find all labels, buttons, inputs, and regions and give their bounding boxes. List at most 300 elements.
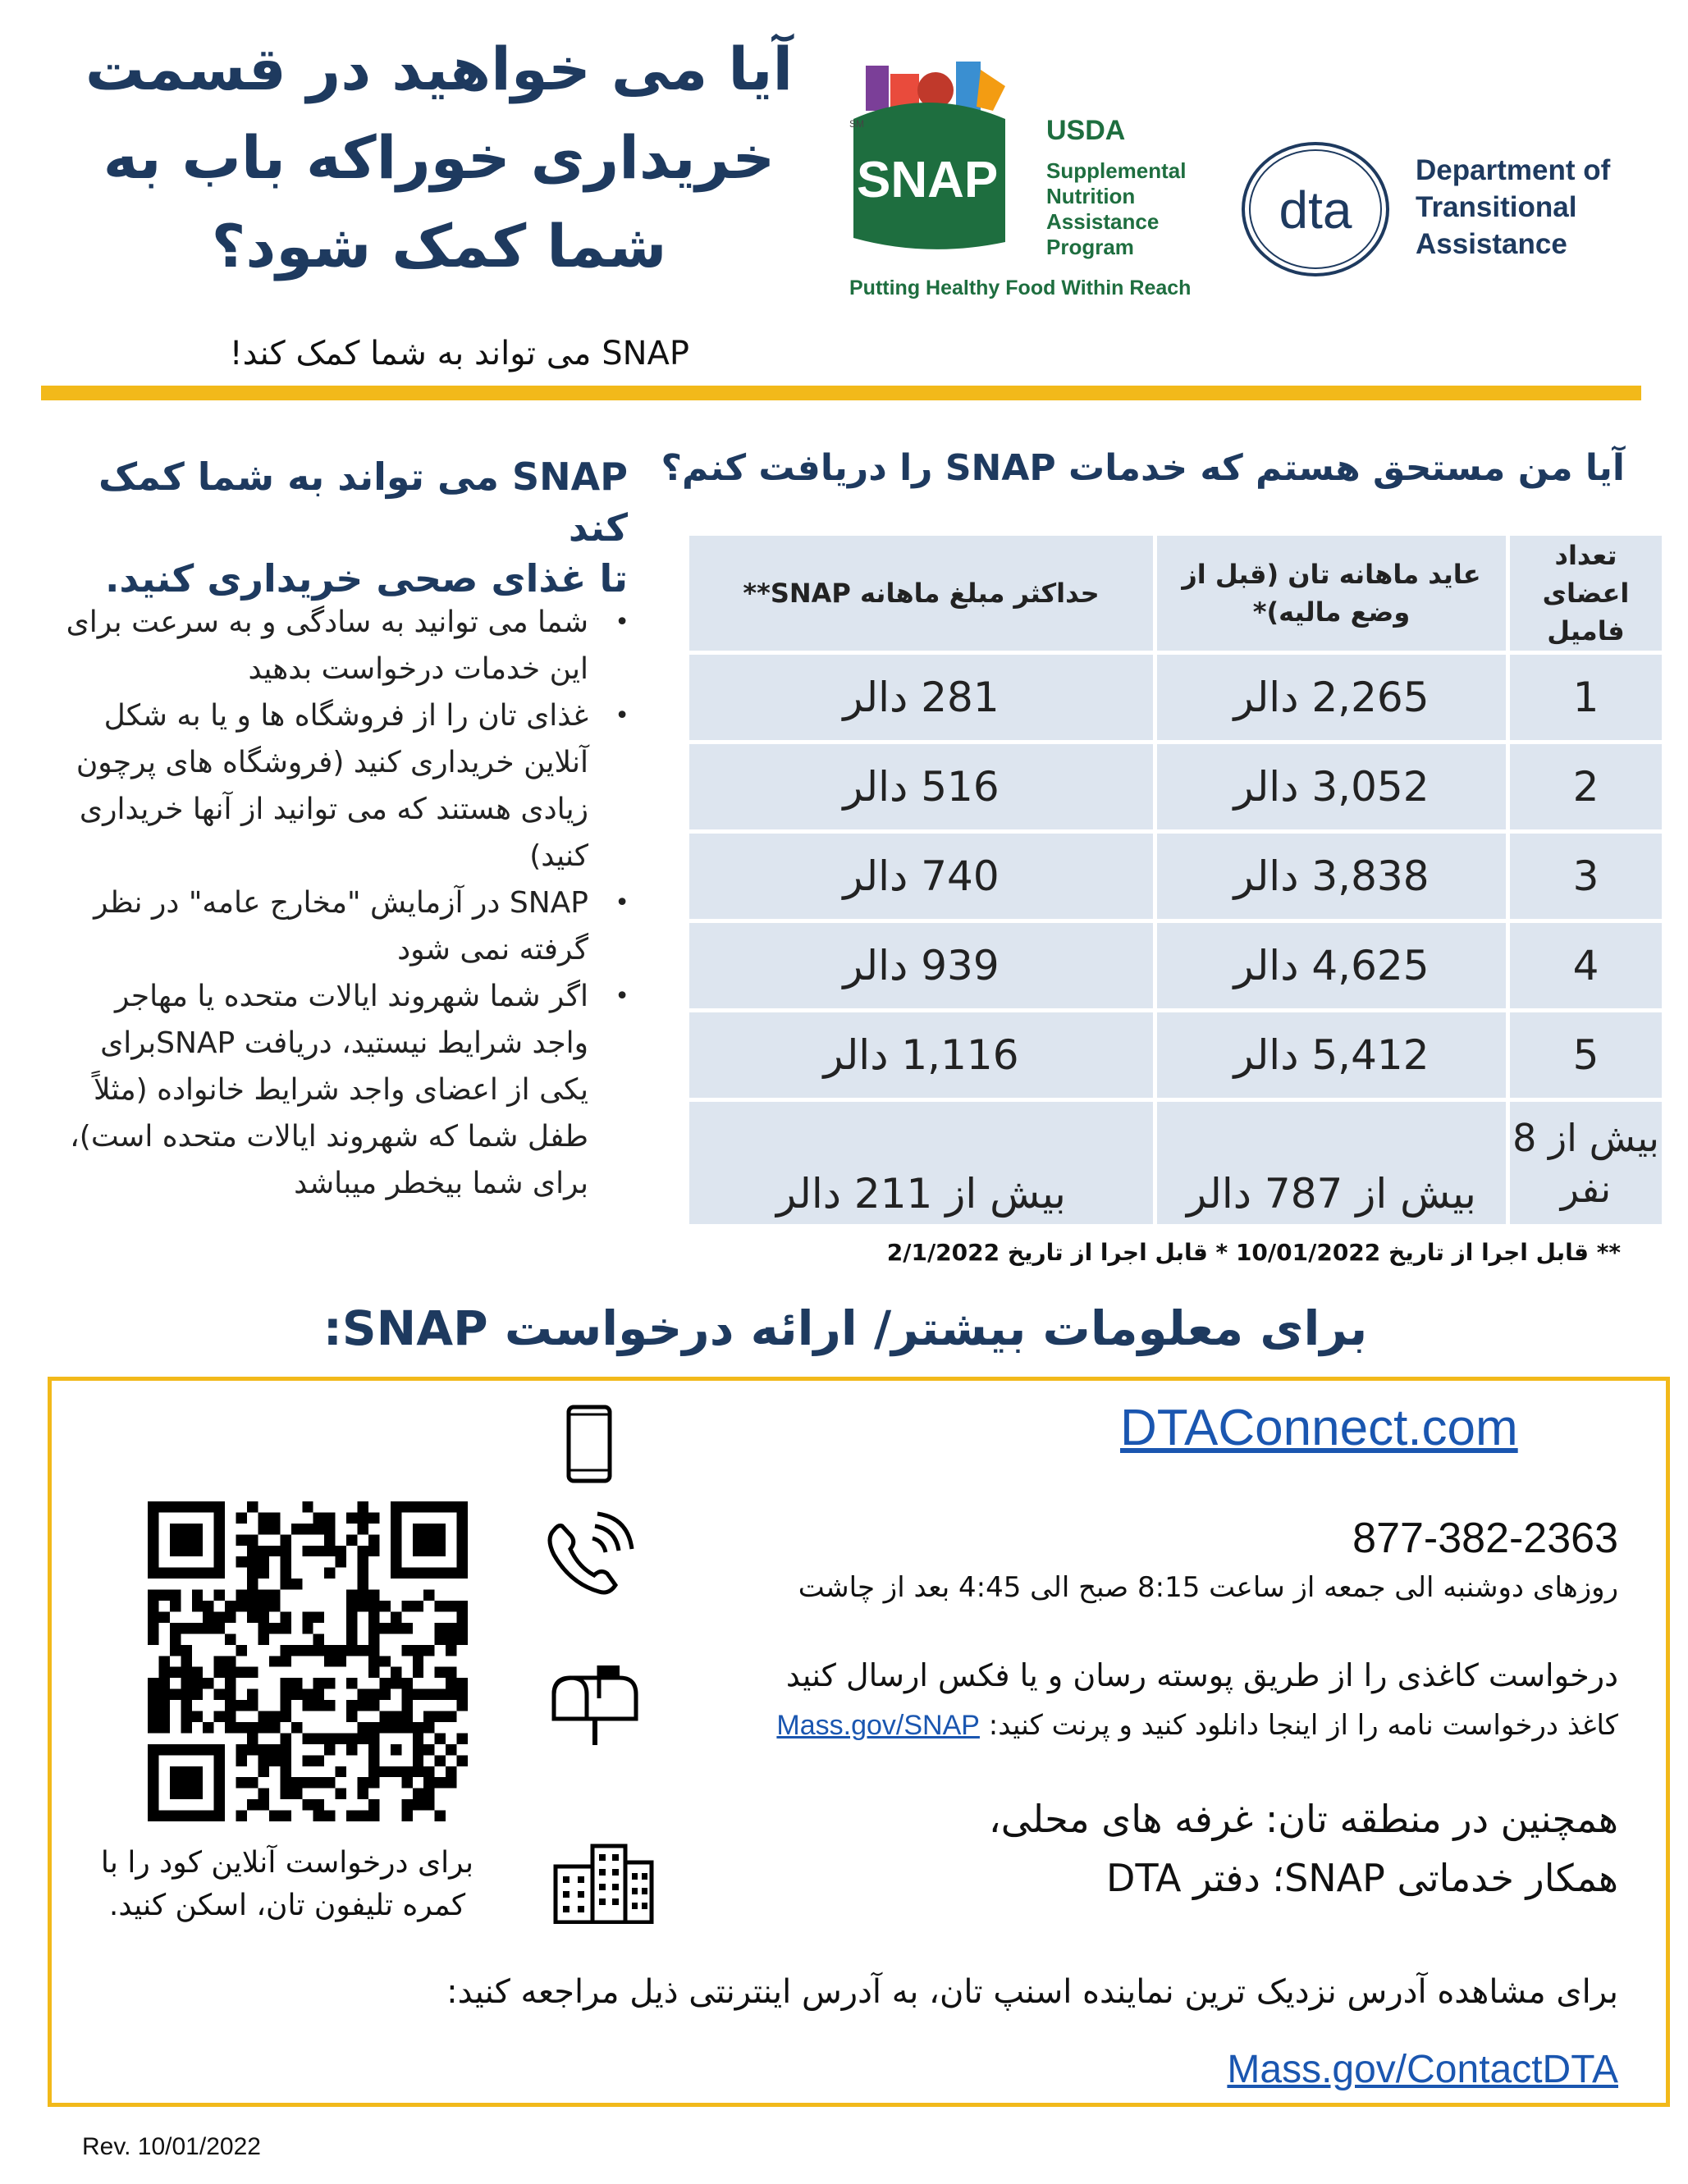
table-row (688, 653, 1664, 742)
qr-module (280, 1678, 290, 1688)
qr-module (446, 1711, 456, 1722)
qr-module (446, 1667, 456, 1678)
qr-module (457, 1700, 468, 1711)
qr-module (181, 1700, 191, 1711)
table-row (688, 832, 1664, 921)
qr-module (258, 1611, 268, 1622)
phone-hours: روزهای دوشنبه الی جمعه از ساعت 8:15 صبح الی 4:45 بعد از چاشت (798, 1571, 1618, 1604)
qr-module (170, 1524, 203, 1556)
local-offices-line: همکار خدماتی SNAP؛ دفتر DTA (1106, 1856, 1618, 1900)
qr-module (148, 1601, 158, 1611)
qr-module (225, 1700, 236, 1711)
qr-module (302, 1524, 313, 1534)
sm-mark: SM (849, 118, 864, 130)
qr-module (346, 1744, 357, 1755)
qr-module (258, 1633, 268, 1644)
qr-module (358, 1512, 368, 1523)
qr-module (446, 1633, 456, 1644)
qr-module (391, 1623, 401, 1633)
qr-module (247, 1501, 258, 1512)
revision-date: Rev. 10/01/2022 (82, 2133, 261, 2160)
qr-module (368, 1799, 379, 1810)
qr-module (247, 1568, 258, 1579)
qr-module (368, 1689, 379, 1700)
qr-module (313, 1645, 324, 1656)
qr-module (280, 1579, 290, 1589)
qr-module (358, 1556, 368, 1567)
qr-module (379, 1711, 390, 1722)
qr-module (435, 1633, 446, 1644)
qr-module (148, 1623, 158, 1633)
qr-module (181, 1656, 191, 1666)
qr-module (247, 1601, 258, 1611)
dta-logo-icon (1237, 139, 1393, 279)
list-item-text: شما می توانید به سادگی و به سرعت برای این خدمات درخواست بدهید (66, 605, 588, 686)
list-item (57, 973, 636, 1207)
header-divider (41, 386, 1641, 400)
qr-module (291, 1777, 302, 1788)
qr-module (280, 1777, 290, 1788)
qr-module (368, 1546, 379, 1556)
qr-module (158, 1700, 169, 1711)
qr-module (192, 1601, 203, 1611)
qr-module (192, 1667, 203, 1678)
qr-module (358, 1524, 368, 1534)
qr-module (181, 1722, 191, 1733)
qr-module (423, 1766, 434, 1777)
list-item-text: غذای تان را از فروشگاه ها و یا به شکل آنلاین خریداری کنید (فروشگاه های پرچون زیادی هستند که می توانید از آنها خریداری کنید) (75, 699, 588, 873)
qr-module (170, 1667, 181, 1678)
title-line: خریداری خوراکه باب به (103, 123, 775, 192)
qr-module (258, 1512, 268, 1523)
cell-max: 516 دالر (688, 742, 1155, 832)
dta-name-line: Transitional (1416, 191, 1577, 223)
qr-module (423, 1799, 434, 1810)
qr-module (401, 1711, 412, 1722)
qr-module (346, 1733, 357, 1743)
usda-label: USDA (1046, 115, 1126, 146)
program-line: Supplemental (1046, 158, 1187, 183)
qr-module (236, 1667, 247, 1678)
qr-module (192, 1689, 203, 1700)
cell-size: 5 (1508, 1011, 1664, 1100)
qr-module (247, 1700, 258, 1711)
qr-module (435, 1667, 446, 1678)
qr-module (346, 1601, 357, 1611)
cell-income: بیش از 787 دالر (1155, 1100, 1508, 1227)
qr-module (170, 1590, 181, 1601)
qr-module (313, 1611, 324, 1622)
qr-module (302, 1799, 313, 1810)
qr-module (236, 1755, 247, 1766)
qr-module (313, 1811, 324, 1821)
qr-module (170, 1601, 181, 1611)
qr-module (269, 1711, 280, 1722)
qr-module (203, 1611, 213, 1622)
qr-module (358, 1579, 368, 1589)
qr-module (368, 1611, 379, 1622)
qr-module (358, 1733, 368, 1743)
dta-mark: dta (1279, 180, 1352, 240)
qr-module (457, 1611, 468, 1622)
qr-module (313, 1546, 324, 1556)
benefits-heading-line: تا غذای صحی خریداری کنید. (104, 556, 628, 601)
qr-module (423, 1689, 434, 1700)
qr-module (346, 1700, 357, 1711)
dta-name-line: Assistance (1416, 228, 1567, 260)
qr-module (423, 1711, 434, 1722)
qr-module (413, 1689, 423, 1700)
qr-module (379, 1678, 390, 1688)
cell-max: 740 دالر (688, 832, 1155, 921)
list-item-text: SNAP در آزمایش "مخارج عامه" در نظر گرفته نمی شود (94, 886, 588, 966)
snap-bag-icon (845, 62, 1009, 267)
qr-module (269, 1546, 280, 1556)
qr-module (401, 1645, 412, 1656)
qr-module (181, 1623, 191, 1633)
qr-module (423, 1744, 434, 1755)
qr-module (313, 1689, 324, 1700)
qr-module (446, 1645, 456, 1656)
qr-module (280, 1811, 290, 1821)
qr-module (391, 1711, 401, 1722)
qr-module (346, 1645, 357, 1656)
qr-module (346, 1678, 357, 1688)
qr-module (435, 1601, 446, 1611)
qr-module (225, 1689, 236, 1700)
qr-module (236, 1744, 247, 1755)
table-header-row (688, 534, 1664, 653)
title-line: شما کمک شود؟ (211, 212, 667, 281)
qr-module (302, 1689, 313, 1700)
qr-module (324, 1777, 335, 1788)
qr-module (457, 1733, 468, 1743)
qr-module (269, 1722, 280, 1733)
qr-module (302, 1546, 313, 1556)
mail-instructions: درخواست کاغذی را از طریق پوسته رسان و یا فکس ارسال کنید (785, 1657, 1618, 1693)
qr-module (192, 1678, 203, 1688)
qr-module (302, 1623, 313, 1633)
qr-module (457, 1623, 468, 1633)
qr-code-icon[interactable] (148, 1501, 468, 1821)
qr-module (336, 1556, 346, 1567)
qr-module (148, 1722, 158, 1733)
qr-module (368, 1512, 379, 1523)
qr-module (368, 1534, 379, 1545)
qr-module (269, 1755, 280, 1766)
qr-module (269, 1744, 280, 1755)
local-offices-line: همچنین در منطقه تان: غرفه های محلی، (988, 1797, 1618, 1841)
qr-module (181, 1645, 191, 1656)
qr-module (302, 1777, 313, 1788)
benefits-heading-line: SNAP می تواند به شما کمک کند (98, 455, 628, 550)
qr-module (302, 1501, 313, 1512)
qr-module (280, 1766, 290, 1777)
qr-module (148, 1689, 158, 1700)
qr-module (313, 1755, 324, 1766)
qr-module (158, 1611, 169, 1622)
cell-income: 3,838 دالر (1155, 832, 1508, 921)
qr-module (247, 1744, 258, 1755)
qr-module (313, 1777, 324, 1788)
eligibility-table (685, 532, 1666, 1228)
qr-module (413, 1799, 423, 1810)
qr-module (148, 1611, 158, 1622)
qr-module (313, 1799, 324, 1810)
qr-module (280, 1744, 290, 1755)
qr-module (258, 1755, 268, 1766)
qr-module (258, 1744, 268, 1755)
benefits-heading (82, 451, 628, 604)
qr-module (379, 1689, 390, 1700)
qr-module (457, 1755, 468, 1766)
qr-module (324, 1656, 335, 1666)
program-line: Program (1046, 235, 1134, 259)
contact-dta-link[interactable]: Mass.gov/ContactDTA (1227, 2048, 1618, 2091)
qr-module (413, 1601, 423, 1611)
qr-module (336, 1789, 346, 1799)
qr-module (247, 1546, 258, 1556)
qr-module (158, 1678, 169, 1688)
qr-module (358, 1590, 368, 1601)
qr-module (302, 1645, 313, 1656)
qr-module (236, 1590, 247, 1601)
cell-size: بیش از 8 نفر (1508, 1100, 1664, 1227)
qr-module (181, 1678, 191, 1688)
qr-module (258, 1568, 268, 1579)
qr-module (401, 1811, 412, 1821)
benefits-list (57, 599, 636, 1207)
qr-module (358, 1546, 368, 1556)
qr-module (336, 1733, 346, 1743)
qr-module (336, 1645, 346, 1656)
qr-module (358, 1789, 368, 1799)
qr-module (203, 1623, 213, 1633)
qr-module (413, 1789, 423, 1799)
qr-module (446, 1678, 456, 1688)
qr-module (358, 1700, 368, 1711)
qr-module (214, 1667, 225, 1678)
qr-module (192, 1711, 203, 1722)
qr-module (269, 1656, 280, 1666)
qr-module (302, 1611, 313, 1622)
qr-module (391, 1667, 401, 1678)
qr-module (280, 1623, 290, 1633)
qr-module (258, 1722, 268, 1733)
qr-module (368, 1811, 379, 1821)
qr-module (269, 1623, 280, 1633)
list-item-text: اگر شما شهروند ایالات متحده یا مهاجر واجد شرایط نیستید، دریافت SNAPبرای یکی از اعضای واجد شرایط خانواده (مثلاً طفل شما که شهروند ایالات متحده است)، برای شما بیخطر میباشد (70, 980, 588, 1200)
qr-module (368, 1777, 379, 1788)
qr-module (214, 1689, 225, 1700)
qr-module (324, 1733, 335, 1743)
more-info-heading: برای معلومات بیشتر/ ارائه درخواست SNAP: (323, 1300, 1368, 1356)
qr-module (291, 1524, 302, 1534)
qr-module (170, 1623, 181, 1633)
qr-caption-line: برای درخواست آنلاین کود را با (100, 1846, 474, 1880)
qr-module (413, 1645, 423, 1656)
download-instructions (776, 1709, 1618, 1742)
bullet-icon: • (615, 608, 629, 637)
qr-module (258, 1623, 268, 1633)
qr-module (258, 1546, 268, 1556)
qr-module (170, 1645, 181, 1656)
qr-module (170, 1766, 203, 1799)
snap-logo (845, 62, 1231, 308)
table-row (688, 742, 1664, 832)
qr-module (346, 1512, 357, 1523)
qr-module (324, 1700, 335, 1711)
qr-module (391, 1678, 401, 1688)
qr-module (401, 1601, 412, 1611)
qr-module (346, 1611, 357, 1622)
dta-connect-link[interactable]: DTAConnect.com (1120, 1400, 1518, 1456)
qr-module (280, 1700, 290, 1711)
qr-module (214, 1611, 225, 1622)
usda-block (1046, 115, 1243, 260)
qr-module (446, 1777, 456, 1788)
qr-module (158, 1711, 169, 1722)
qr-module (247, 1667, 258, 1678)
qr-module (423, 1722, 434, 1733)
qr-module (324, 1524, 335, 1534)
qr-module (435, 1711, 446, 1722)
qr-module (269, 1524, 280, 1534)
page-subtitle: SNAP می تواند به شما کمک کند! (229, 335, 689, 372)
qr-module (258, 1601, 268, 1611)
page-title (49, 25, 829, 290)
qr-module (413, 1656, 423, 1666)
qr-module (258, 1789, 268, 1799)
qr-module (358, 1645, 368, 1656)
qr-module (336, 1546, 346, 1556)
qr-module (291, 1678, 302, 1688)
qr-module (368, 1601, 379, 1611)
qr-module (247, 1777, 258, 1788)
qr-module (258, 1590, 268, 1601)
qr-module (236, 1534, 247, 1545)
list-item (57, 599, 636, 692)
qr-module (148, 1711, 158, 1722)
qr-module (324, 1534, 335, 1545)
office-buildings-icon (551, 1842, 654, 1924)
qr-module (313, 1512, 324, 1523)
qr-module (148, 1700, 158, 1711)
qr-module (446, 1744, 456, 1755)
phone-call-icon (542, 1510, 636, 1600)
mass-gov-snap-link[interactable]: Mass.gov/SNAP (776, 1710, 980, 1741)
qr-module (225, 1601, 236, 1611)
qr-module (446, 1601, 456, 1611)
qr-module (236, 1777, 247, 1788)
cell-income: 2,265 دالر (1155, 653, 1508, 742)
qr-module (336, 1766, 346, 1777)
qr-module (368, 1656, 379, 1666)
qr-module (313, 1733, 324, 1743)
qr-module (446, 1623, 456, 1633)
qr-module (324, 1546, 335, 1556)
qr-module (446, 1766, 456, 1777)
qr-module (358, 1601, 368, 1611)
qr-module (423, 1590, 434, 1601)
qr-module (379, 1623, 390, 1633)
qr-caption-line: کمره تلیفون تان، اسکن کنید. (108, 1889, 466, 1922)
qr-module (280, 1656, 290, 1666)
eligibility-heading: آیا من مستحق هستم که خدمات SNAP را دریافت کنم؟ (661, 447, 1625, 489)
qr-module (258, 1524, 268, 1534)
bullet-icon: • (615, 982, 629, 1011)
snap-tagline: Putting Healthy Food Within Reach (849, 276, 1192, 299)
qr-module (302, 1755, 313, 1766)
qr-module (236, 1601, 247, 1611)
snap-wordmark: SNAP (857, 152, 999, 208)
qr-module (302, 1700, 313, 1711)
cell-max: 1,116 دالر (688, 1011, 1155, 1100)
mailbox-icon (550, 1661, 640, 1748)
download-text: کاغذ درخواست نامه را از اینجا دانلود کنید و پرنت کنید: (988, 1709, 1618, 1742)
qr-module (358, 1568, 368, 1579)
qr-module (280, 1733, 290, 1743)
qr-module (346, 1811, 357, 1821)
qr-module (368, 1667, 379, 1678)
qr-module (324, 1744, 335, 1755)
qr-module (401, 1623, 412, 1633)
qr-module (446, 1689, 456, 1700)
qr-module (423, 1645, 434, 1656)
column-header-max: حداکثر مبلغ ماهانه SNAP** (688, 534, 1155, 653)
table-footnotes: ** قابل اجرا از تاریخ 10/01/2022 * قابل اجرا از تاریخ 2/1/2022 (886, 1239, 1621, 1266)
qr-module (214, 1656, 225, 1666)
qr-module (247, 1733, 258, 1743)
qr-module (258, 1766, 268, 1777)
qr-module (203, 1722, 213, 1733)
qr-module (379, 1601, 390, 1611)
column-header-size: تعداد اعضای فامیل (1508, 534, 1664, 653)
qr-module (158, 1689, 169, 1700)
qr-module (236, 1512, 247, 1523)
list-item (57, 880, 636, 973)
qr-module (247, 1534, 258, 1545)
list-item (57, 692, 636, 880)
qr-module (413, 1667, 423, 1678)
qr-module (181, 1711, 191, 1722)
qr-module (236, 1556, 247, 1567)
qr-module (435, 1689, 446, 1700)
dta-name-line: Department of (1416, 154, 1611, 186)
qr-module (280, 1789, 290, 1799)
qr-module (368, 1645, 379, 1656)
cell-income: 5,412 دالر (1155, 1011, 1508, 1100)
qr-module (291, 1689, 302, 1700)
qr-module (336, 1656, 346, 1666)
bullet-icon: • (615, 889, 629, 917)
qr-module (158, 1656, 169, 1666)
cell-size: 3 (1508, 832, 1664, 921)
qr-module (214, 1590, 225, 1601)
qr-module (214, 1711, 225, 1722)
qr-module (269, 1811, 280, 1821)
cell-max: 281 دالر (688, 653, 1155, 742)
qr-module (269, 1512, 280, 1523)
qr-module (236, 1811, 247, 1821)
qr-module (280, 1645, 290, 1656)
qr-module (291, 1645, 302, 1656)
qr-module (324, 1568, 335, 1579)
qr-module (457, 1601, 468, 1611)
nearest-office-text: برای مشاهده آدرس نزدیک ترین نماینده اسنپ تان، به آدرس اینترنتی ذیل مراجعه کنید: (446, 1973, 1618, 2011)
qr-module (313, 1633, 324, 1644)
qr-module (181, 1689, 191, 1700)
